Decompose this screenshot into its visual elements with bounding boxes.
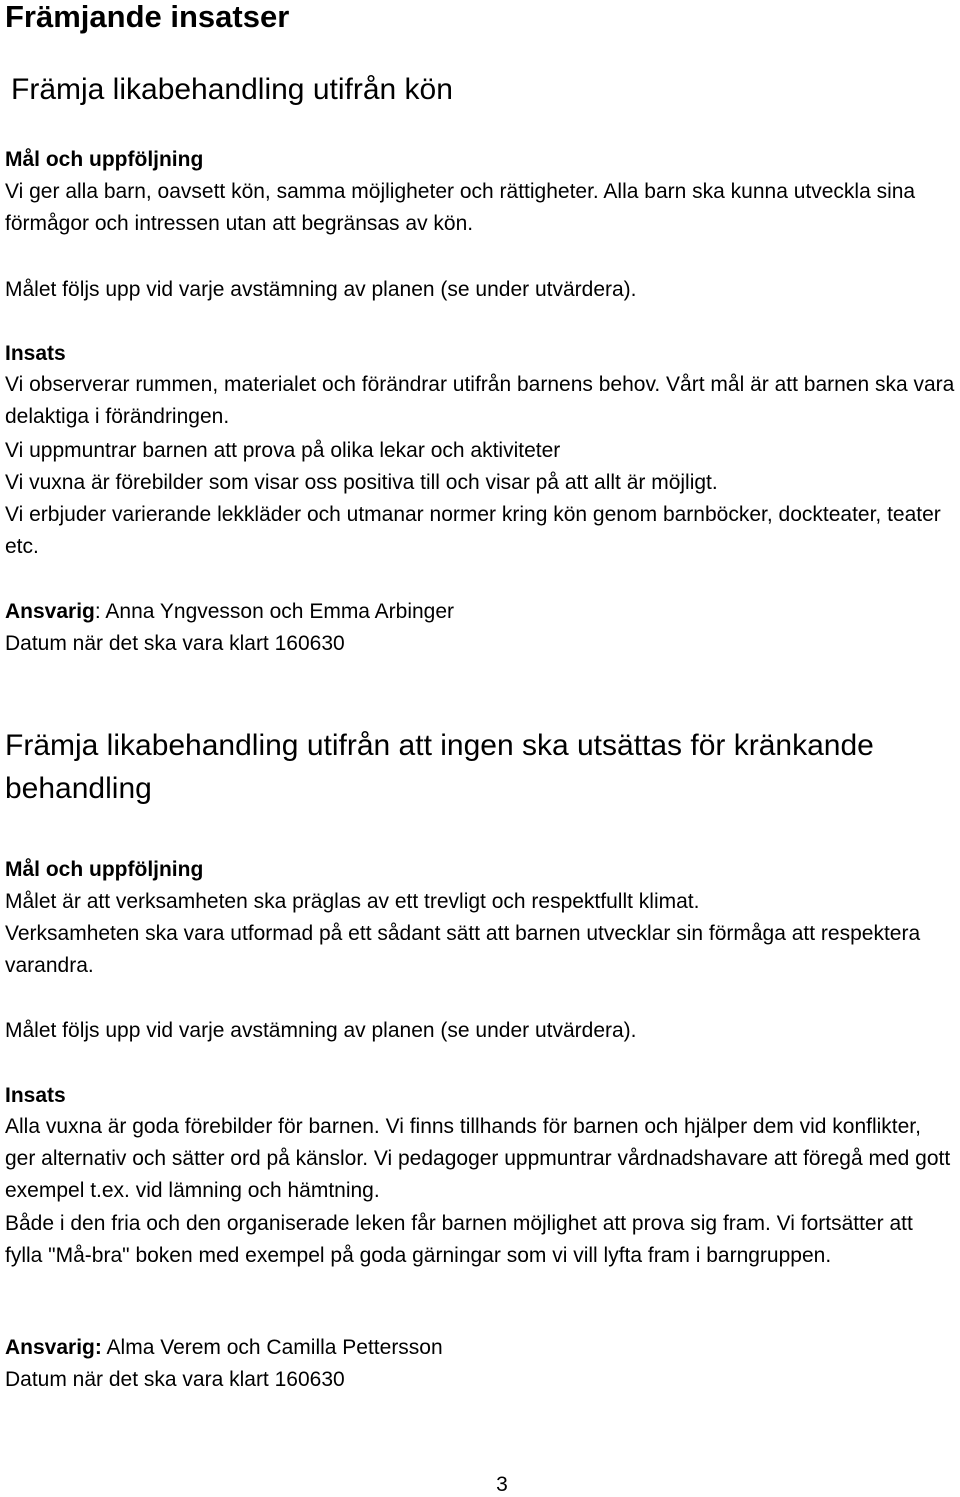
responsible-line	[5, 1332, 955, 1364]
effort-text: Vi uppmuntrar barnen att prova på olika lekar och aktiviteter	[5, 439, 561, 462]
page-number: 3	[496, 1473, 508, 1496]
effort-text: Vi vuxna är förebilder som visar oss positiva till och visar på att allt är möjligt.	[5, 471, 718, 494]
goal-text: Verksamheten ska vara utformad på ett sådant sätt att barnen utvecklar sin förmåga att respektera varandra.	[5, 922, 921, 977]
effort-label: Insats	[5, 342, 66, 365]
effort-text: Alla vuxna är goda förebilder för barnen. Vi finns tillhands för barnen och hjälper dem vid konflikter, ger alternativ och sätter ord på känslor. Vi pedagoger uppmuntrar vårdnadshavare att föregå med gott exempel t.ex. vid lämning och hämtning.	[5, 1115, 951, 1202]
date-line: Datum när det ska vara klart 160630	[5, 632, 345, 655]
responsible-value: Alma Verem och Camilla Pettersson	[101, 1336, 443, 1359]
effort-text: Vi observerar rummen, materialet och förändrar utifrån barnens behov. Vårt mål är att barnen ska vara delaktiga i förändringen.	[5, 373, 955, 428]
responsible-label: Ansvarig:	[5, 1336, 102, 1359]
followup-text: Målet följs upp vid varje avstämning av planen (se under utvärdera).	[5, 278, 637, 301]
responsible-line	[5, 596, 955, 628]
responsible-label: Ansvarig	[5, 600, 95, 623]
page-title: Främjande insatser	[5, 0, 290, 34]
goal-text: Målet är att verksamheten ska präglas av ett trevligt och respektfullt klimat.	[5, 890, 700, 913]
goal-label: Mål och uppföljning	[5, 148, 204, 171]
effort-text: Både i den fria och den organiserade leken får barnen möjlighet att prova sig fram. Vi fortsätter att fylla "Må-bra" boken med exempel på goda gärningar som vi vill lyfta fram i barngruppen.	[5, 1212, 913, 1267]
effort-label: Insats	[5, 1084, 66, 1107]
effort-text: Vi erbjuder varierande lekkläder och utmanar normer kring kön genom barnböcker, dockteater, teater etc.	[5, 503, 941, 558]
date-line: Datum när det ska vara klart 160630	[5, 1368, 345, 1391]
section-title-gender: Främja likabehandling utifrån kön	[11, 73, 453, 106]
goal-text: Vi ger alla barn, oavsett kön, samma möjligheter och rättigheter. Alla barn ska kunna utveckla sina förmågor och intressen utan att begränsas av kön.	[5, 180, 916, 235]
section-title-harassment: Främja likabehandling utifrån att ingen ska utsättas för kränkande behandling	[5, 729, 874, 805]
followup-text: Målet följs upp vid varje avstämning av planen (se under utvärdera).	[5, 1019, 637, 1042]
goal-label: Mål och uppföljning	[5, 858, 204, 881]
responsible-value: : Anna Yngvesson och Emma Arbinger	[94, 600, 455, 623]
